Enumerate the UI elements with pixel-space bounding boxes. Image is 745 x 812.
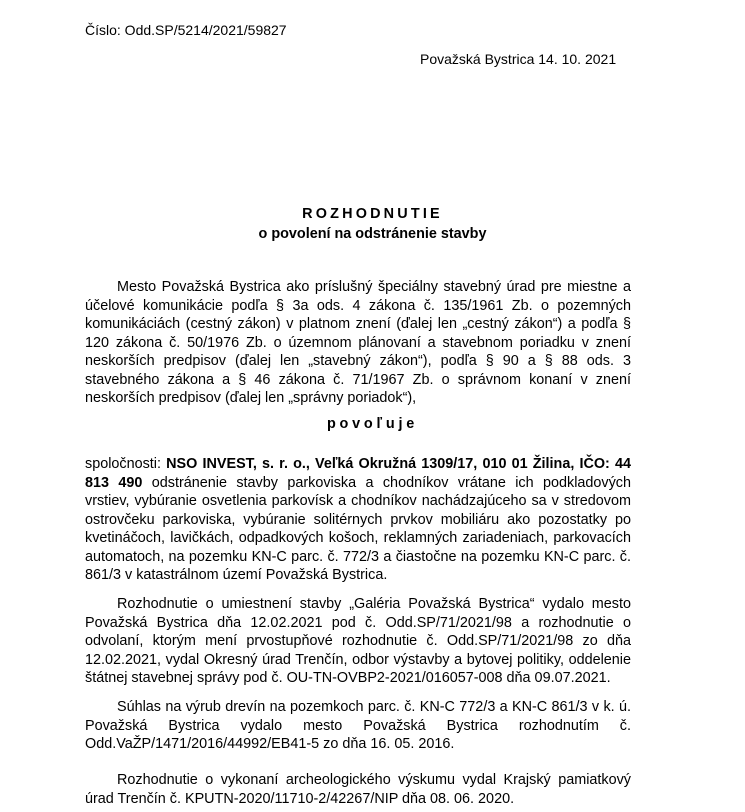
reference-number: Číslo: Odd.SP/5214/2021/59827 xyxy=(85,22,287,38)
tree-felling-paragraph: Súhlas na výrub drevín na pozemkoch parc. č. KN-C 772/3 a KN-C 861/3 v k. ú. Považská Bystrica vydalo mesto Považská Bystrica rozhodnutím č. Odd.VaŽP/1471/2016/44992/EB41-5 zo dňa 16. 05. 2016. xyxy=(85,699,631,752)
place-and-date: Považská Bystrica 14. 10. 2021 xyxy=(420,51,617,67)
document-subtitle: o povolení na odstránenie stavby xyxy=(258,226,487,242)
permit-body: odstránenie stavby parkoviska a chodníkov vrátane ich podkladových vrstiev, vybúranie osvetlenia parkovísk a chodníkov nachádzajúceho sa v stredovom ostrovčeku parkoviska, vybúranie solitérnych prvkov mobiliáru ako pozostatky po kvetináčoch, lavičkách, odpadkových košoch, reklamných zariadeniach, parkovacích automatoch, na pozemku KN-C parc. č. 772/3 a čiastočne na pozemku KN-C parc. č. 861/3 v katastrálnom území Považská Bystrica. xyxy=(85,474,631,583)
document-title: ROZHODNUTIE xyxy=(302,206,443,222)
company-details: NSO INVEST, s. r. o., Veľká Okružná 1309/17, 010 01 Žilina, IČO: 44 813 490 xyxy=(85,456,632,491)
permit-prefix: spoločnosti: xyxy=(85,456,167,472)
authority-paragraph: Mesto Považská Bystrica ako príslušný špeciálny stavebný úrad pre miestne a účelové komunikácie podľa § 3a ods. 4 zákona č. 135/1961 Zb. o pozemných komunikáciách (cestný zákon) v platnom znení (ďalej len „cestný zákon“) a podľa § 120 zákona č. 50/1976 Zb. o územnom plánovaní a stavebnom poriadku v znení neskorších predpisov (ďalej len „stavebný zákon“), podľa § 90 a § 88 ods. 3 stavebného zákona a § 46 zákona č. 71/1967 Zb. o správnom konaní v znení neskorších predpisov (ďalej len „správny poriadok“), xyxy=(85,279,631,406)
decision-word: povoľuje xyxy=(326,416,419,432)
permit-paragraph xyxy=(85,455,631,585)
archaeology-paragraph: Rozhodnutie o vykonaní archeologického výskumu vydal Krajský pamiatkový úrad Trenčín č. KPUTN-2020/11710-2/42267/NIP dňa 08. 06. 2020. xyxy=(85,772,631,807)
placement-decision-paragraph: Rozhodnutie o umiestnení stavby „Galéria Považská Bystrica“ vydalo mesto Považská Bystrica dňa 12.02.2021 pod č. Odd.SP/71/2021/98 a rozhodnutie o odvolaní, ktorým mení prvostupňové rozhodnutie č. Odd.SP/71/2021/98 zo dňa 12.02.2021, vydal Okresný úrad Trenčín, odbor výstavby a bytovej politiky, oddelenie štátnej stavebnej správy pod č. OU-TN-OVBP2-2021/016057-008 dňa 09.07.2021. xyxy=(85,596,631,686)
